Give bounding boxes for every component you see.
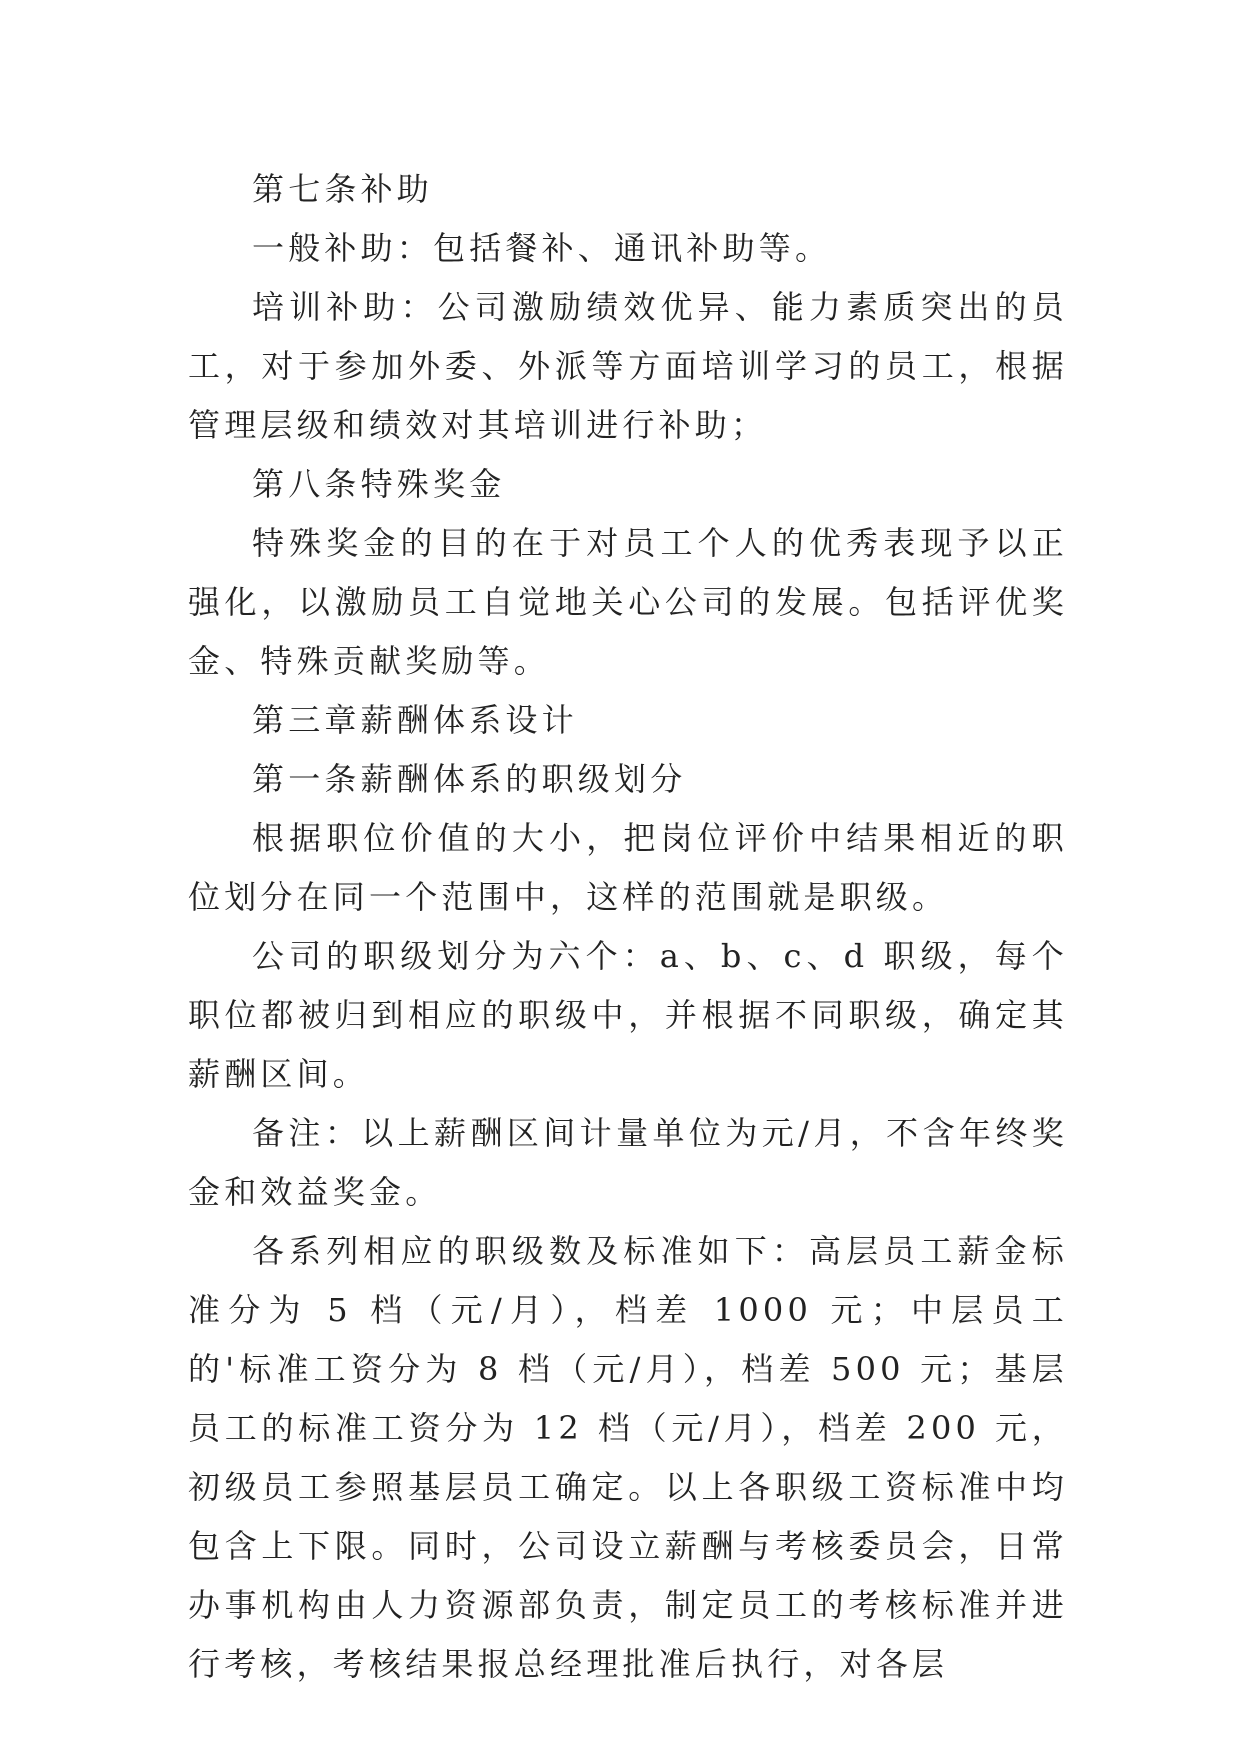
section-heading-grade-division: 第一条薪酬体系的职级划分 [252,760,687,798]
paragraph-general-subsidy: 一般补助：包括餐补、通讯补助等。 [252,229,832,267]
paragraph-grade-standards: 各系列相应的职级数及标准如下：高层员工薪金标准分为 5 档（元/月），档差 1000 元；中层员工的'标准工资分为 8 档（元/月），档差 500 元；基层员工的标准工资分为 12 档（元/月），档差 200 元，初级员工参照基层员工确定。以上各职级工资标准中均包含上下限。同时，公司设立薪酬与考核委员会，日常办事机构由人力资源部负责，制定员工的考核标准并进行考核，考核结果报总经理批准后执行，对各层 [188,1232,1068,1683]
chapter-heading-salary-design: 第三章薪酬体系设计 [252,701,578,739]
paragraph-grade-count: 公司的职级划分为六个：a、b、c、d 职级，每个职位都被归到相应的职级中，并根据不同职级，确定其薪酬区间。 [188,937,1068,1093]
section-heading-special-bonus: 第八条特殊奖金 [252,465,506,503]
paragraph-note: 备注：以上薪酬区间计量单位为元/月，不含年终奖金和效益奖金。 [188,1114,1068,1211]
paragraph-training-subsidy: 培训补助：公司激励绩效优异、能力素质突出的员工，对于参加外委、外派等方面培训学习的员工，根据管理层级和绩效对其培训进行补助； [188,288,1068,444]
paragraph-grade-definition: 根据职位价值的大小，把岗位评价中结果相近的职位划分在同一个范围中，这样的范围就是职级。 [188,819,1068,916]
section-heading-subsidy: 第七条补助 [252,170,434,208]
document-body [188,160,1068,1694]
paragraph-special-bonus: 特殊奖金的目的在于对员工个人的优秀表现予以正强化，以激励员工自觉地关心公司的发展。包括评优奖金、特殊贡献奖励等。 [188,524,1068,680]
